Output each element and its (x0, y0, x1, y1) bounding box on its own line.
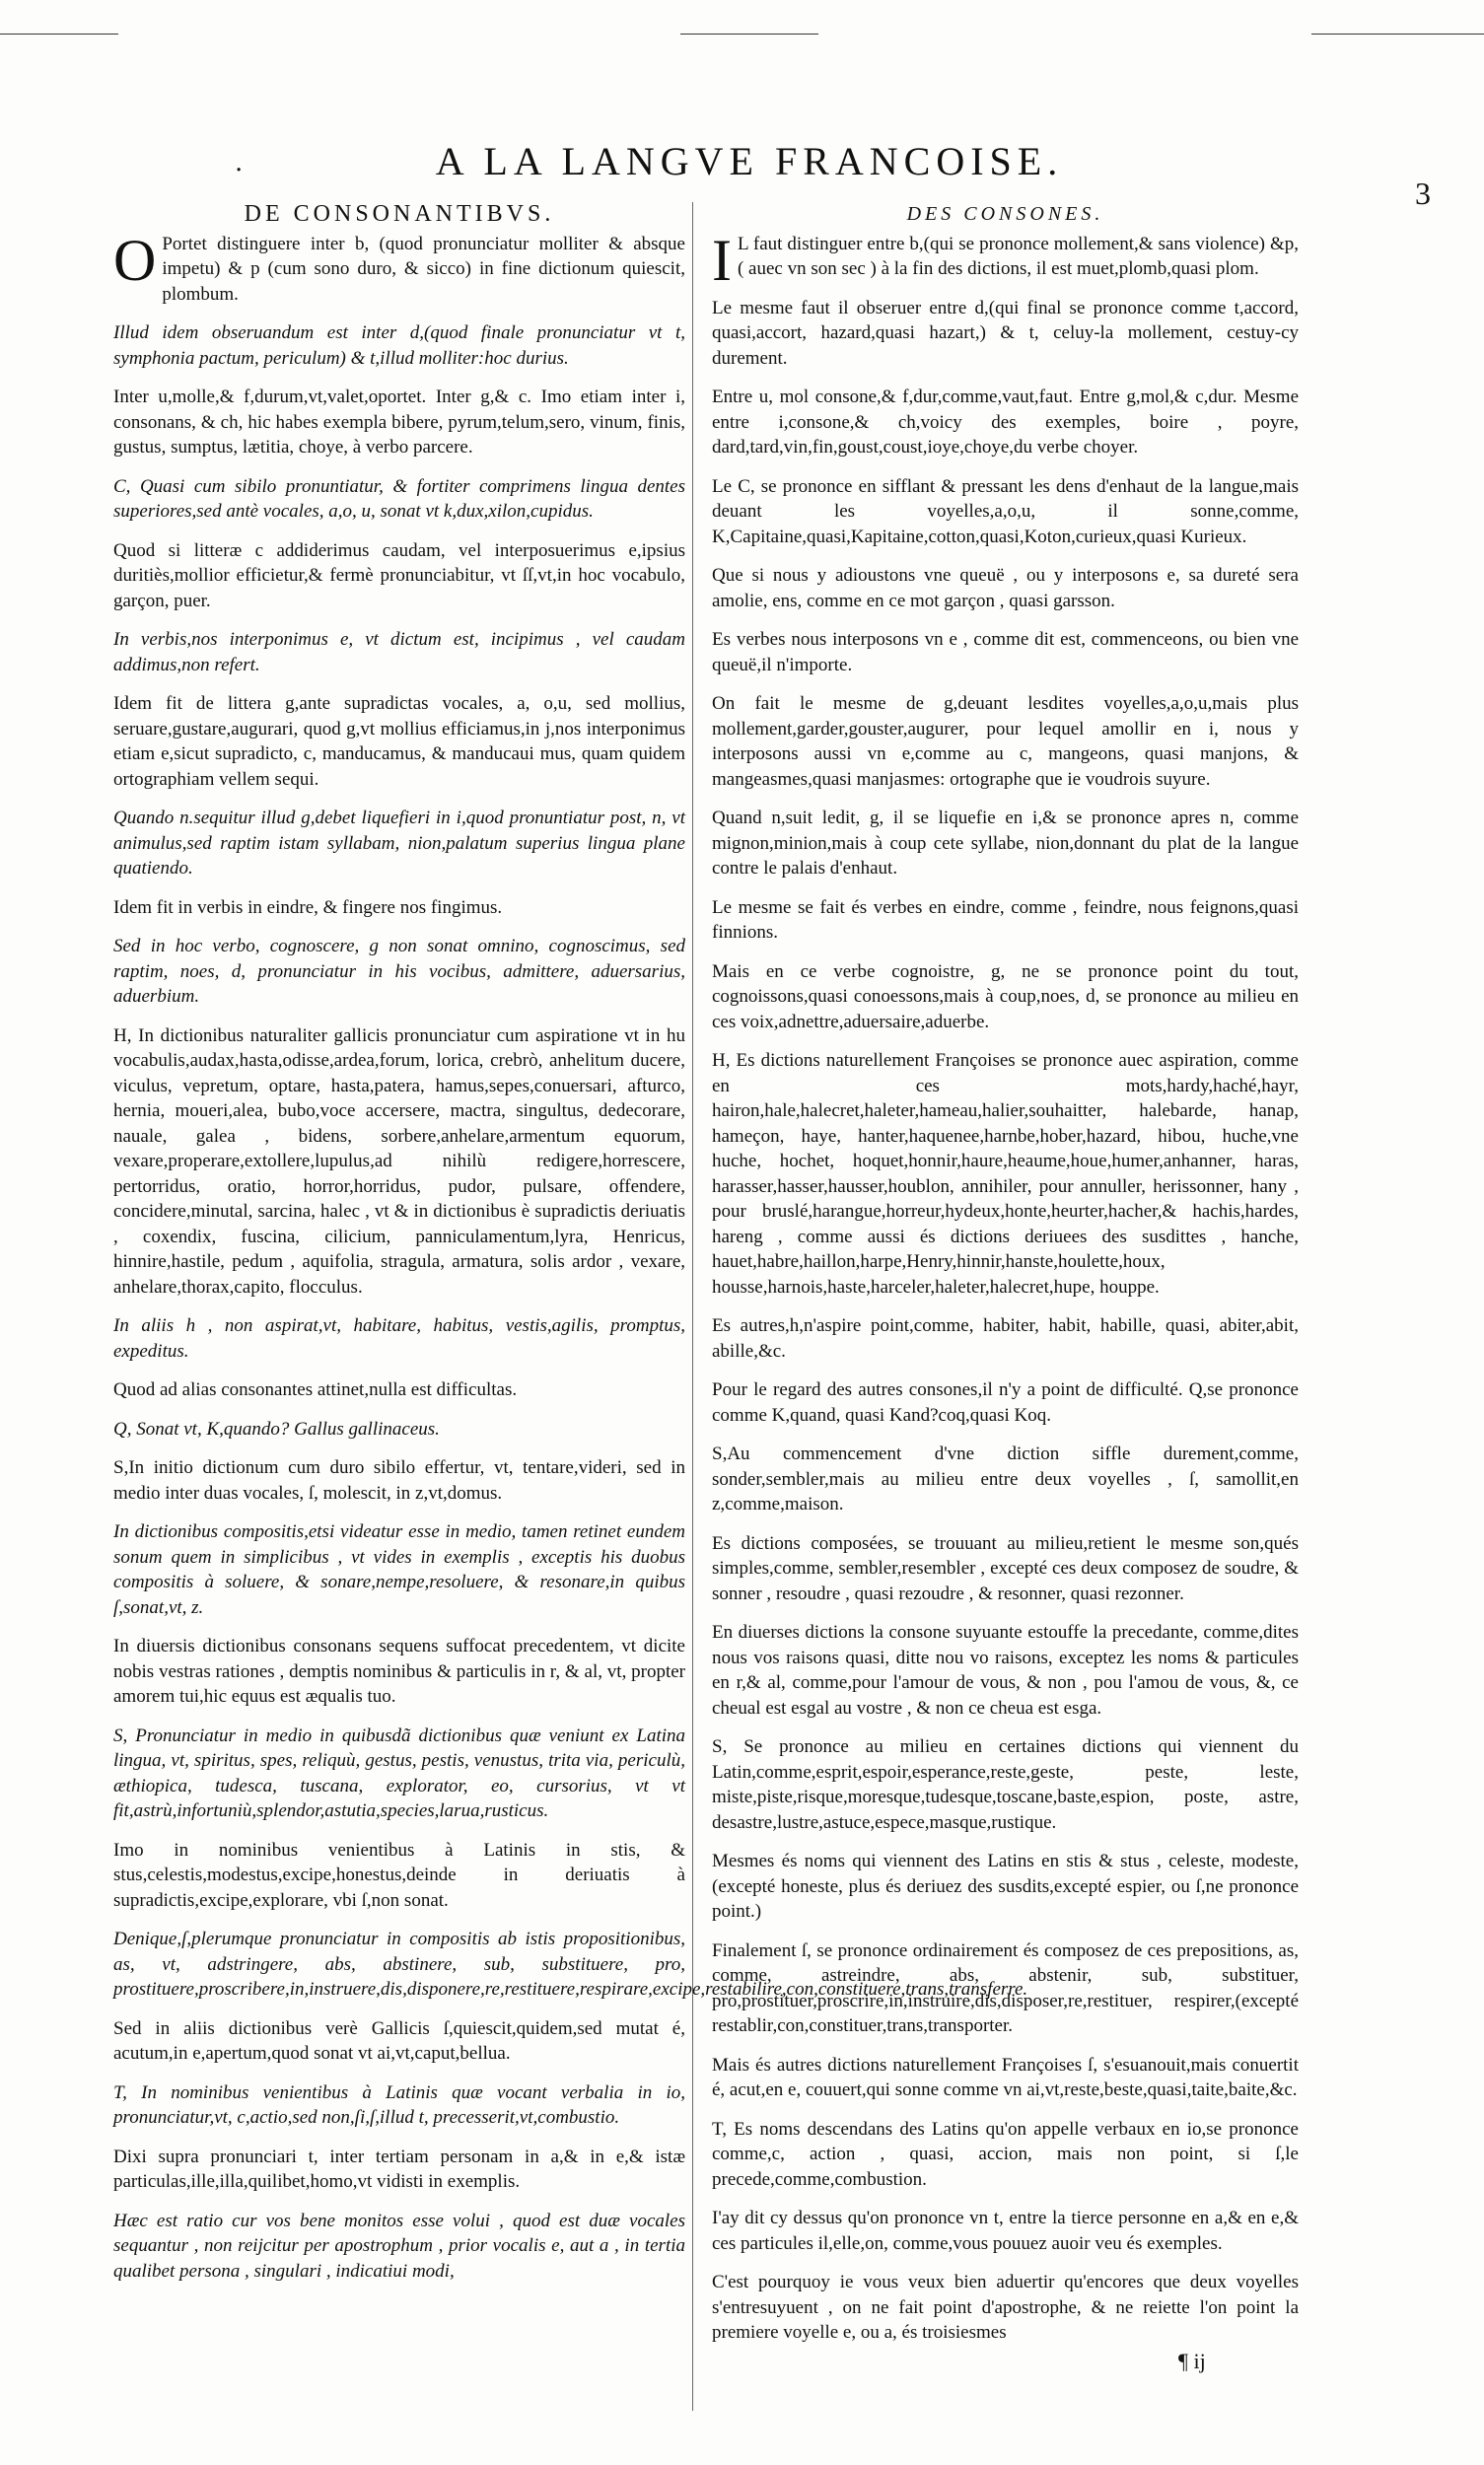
french-paragraph-text: Mais en ce verbe cognoistre, g, ne se prononce point du tout, cognoissons,quasi conoessons,mais à coup,noes, d, se prononce au milieu en ces voix,adnettre,aduersaire,aduerbe. (712, 960, 1299, 1032)
french-paragraph-text: Mais és autres dictions naturellement Françoises ſ, s'esuanouit,mais conuertit é, acut,en e, couuert,qui sonne comme vn ai,vt,reste,beste,quasi,taite,baite,&c. (712, 2054, 1299, 2100)
french-paragraph (712, 1938, 1299, 2039)
french-paragraph-text: On fait le mesme de g,deuant lesdites voyelles,a,o,u,mais plus mollement,garder,gouster,augurer, pour lequel amollir en i, nous y interposons aussi vn e,comme au c, mangeons, quasi manjons, & mangeasmes,quasi manjasmes: ortographe que ie voudrois suyure. (712, 693, 1299, 790)
latin-paragraph (113, 934, 685, 1010)
french-paragraph (712, 1620, 1299, 1721)
latin-paragraph-text: In verbis,nos interponimus e, vt dictum est, incipimus , vel caudam addimus,non refert. (113, 629, 685, 675)
running-title: A LA LANGVE FRANCOISE. (435, 139, 1064, 183)
french-paragraph (712, 1048, 1299, 1300)
french-heading: DES CONSONES. (906, 203, 1104, 225)
latin-paragraph-text: In aliis h , non aspirat,vt, habitare, habitus, vestis,agilis, promptus, expeditus. (113, 1315, 685, 1362)
french-paragraph-text: Que si nous y adioustons vne queuë , ou y interposons e, sa dureté sera amolie, ens, comme en ce mot garçon , quasi garsson. (712, 565, 1299, 611)
latin-paragraph (113, 1455, 685, 1506)
latin-dropcap: O (113, 227, 157, 293)
french-dropcap: I (712, 227, 732, 293)
french-paragraph (712, 474, 1299, 550)
latin-paragraph (113, 1519, 685, 1620)
latin-paragraph-text: Illud idem obseruandum est inter d,(quod finale pronunciatur vt t, symphonia pactum, periculum) & t,illud molliter:hoc durius. (113, 322, 685, 369)
french-paragraph-text: Es dictions composées, se trouuant au milieu,retient le mesme son,qués simples,comme, sembler,resembler , excepté ces deux composez de soudre, & sonner , resoudre , quasi rezoudre , & resonner, quasi rezonner. (712, 1532, 1299, 1604)
latin-heading: DE CONSONANTIBVS. (244, 201, 555, 227)
latin-paragraph (113, 385, 685, 460)
latin-paragraph (113, 1023, 685, 1301)
latin-paragraph (113, 2209, 685, 2285)
latin-paragraph-text: Imo in nominibus venientibus à Latinis in stis, & stus,celestis,modestus,excipe,honestus,deinde in deriuatis à supradictis,excipe,explorare, vbi ſ,non sonat. (113, 1839, 685, 1911)
latin-paragraph-text: Sed in hoc verbo, cognoscere, g non sonat omnino, cognoscimus, sed raptim, noes, d, pronunciatur in his vocibus, admittere, aduersarius, aduerbium. (113, 936, 685, 1007)
french-body (712, 227, 1299, 2346)
latin-paragraph-text: T, In nominibus venientibus à Latinis quæ vocant verbalia in io, pronunciatur,vt, c,actio,sed non,ſi,ſ,illud t, precesserit,vt,combustio. (113, 2081, 685, 2128)
french-paragraph-text: C'est pourquoy ie vous veux bien aduertir qu'encores que deux voyelles s'entresuyuent , on ne fait point d'apostrophe, & ne reiette l'on point la premiere voyelle e, ou a, és troisiesmes (712, 2272, 1299, 2343)
latin-paragraph (113, 1313, 685, 1364)
latin-paragraph-text: Denique,ſ,plerumque pronunciatur in compositis ab istis propositionibus, as, vt, adstringere, abs, abstinere, sub, substituere, pro, prostituere,proscribere,in,instruere,dis,disponere,re,restituere,respirare,excipe,restabilire,con,constituere,trans,transferre. (113, 1929, 1028, 2000)
french-paragraph (712, 1313, 1299, 1364)
latin-paragraph-text: Portet distinguere inter b, (quod pronunciatur molliter & absque impetu) & p (cum sono duro, & sicco) in fine dictionum quiescit, plombum. (162, 233, 685, 305)
latin-paragraph-text: In dictionibus compositis,etsi videatur esse in medio, tamen retinet eundem sonum quem in simplicibus , vt vides in exemplis , exceptis his duobus compositis à soluere, & sonare,nempe,resoluere, & resonare,in quibus ſ,sonat,vt, z. (113, 1521, 685, 1618)
french-paragraph (712, 227, 1299, 293)
french-paragraph-text: En diuerses dictions la consone suyuante estouffe la precedante, comme,dites nous vos raisons quasi, ditte nou vo raisons, exceptez les noms & particules en r,& al, comme,pour l'amour de vous, & non , pou l'amou de vous, &, ce cheual est esgal au vostre , & non ce cheua est esga. (712, 1622, 1299, 1719)
french-paragraph (712, 2117, 1299, 2193)
french-paragraph-text: Es autres,h,n'aspire point,comme, habiter, habit, habille, quasi, abiter,abit, abille,&c. (712, 1315, 1299, 1362)
latin-paragraph-text: Sed in aliis dictionibus verè Gallicis ſ,quiescit,quidem,sed mutat é, acutum,in e,apertum,quod sonat vt ai,vt,caput,bellua. (113, 2017, 685, 2064)
latin-paragraph-text: Quando n.sequitur illud g,debet liquefieri in i,quod pronuntiatur post, n, vt animulus,sed raptim istam syllabam, nion,palatum superius lingua plane quatiendo. (113, 808, 685, 879)
header-dot: . (235, 148, 244, 177)
french-paragraph (712, 2270, 1299, 2346)
latin-paragraph (113, 627, 685, 677)
latin-paragraph-text: Inter u,molle,& f,durum,vt,valet,oportet. Inter g,& c. Imo etiam inter i, consonans, & ch, hic habes exempla bibere, pyrum,telum,sero, vinum, finis, gustus, sumptus, lætitia, choye, à verbo parcere. (113, 387, 685, 458)
latin-paragraph-text: Idem fit in verbis in eindre, & fingere nos fingimus. (113, 896, 503, 918)
latin-paragraph (113, 1927, 1028, 2003)
latin-paragraph-text: Quod si litteræ c addiderimus caudam, vel interposuerimus e,ipsius duritiès,mollior efficietur,& fermè pronunciabitur, vt ſſ,vt,in hoc vocabulo, garçon, puer. (113, 539, 685, 611)
french-paragraph (712, 2053, 1299, 2103)
french-paragraph-text: Le mesme faut il obseruer entre d,(qui final se prononce comme t,accord, quasi,accort, hazard,quasi hazart,) & t, celuy-la mollement, cestuy-cy durement. (712, 297, 1299, 369)
french-paragraph-text: I'ay dit cy dessus qu'on prononce vn t, entre la tierce personne en a,& en e,& ces particules il,elle,on, comme,vous pouuez auoir veu és exemples. (712, 2208, 1299, 2254)
latin-paragraph-text: In diuersis dictionibus consonans sequens suffocat precedentem, vt dicite nobis vestras rationes , demptis nominibus & particulis in r, & al, vt, propter amorem tui,hic equus est æqualis tuo. (113, 1636, 685, 1707)
top-rule-right (1311, 34, 1484, 35)
latin-paragraph (113, 1634, 685, 1710)
french-paragraph (712, 1849, 1299, 1925)
latin-paragraph (113, 474, 685, 525)
latin-paragraph-text: Hæc est ratio cur vos bene monitos esse volui , quod est duæ vocales sequantur , non reijcitur per apostrophum , prior vocalis e, aut a , in tertia qualibet persona , singulari , indicatiui modi, (113, 2210, 685, 2282)
french-paragraph-text: Es verbes nous interposons vn e , comme dit est, commenceons, ou bien vne queuë,il n'importe. (712, 629, 1299, 675)
french-paragraph (712, 1442, 1299, 1517)
latin-paragraph (113, 2145, 685, 2195)
french-paragraph (712, 1377, 1299, 1428)
french-paragraph-text: Pour le regard des autres consones,il n'y a point de difficulté. Q,se prononce comme K,quand, quasi Kand?coq,quasi Koq. (712, 1379, 1299, 1426)
latin-paragraph-text: Q, Sonat vt, K,quando? Gallus gallinaceus. (113, 1418, 440, 1440)
top-rule-center (680, 34, 818, 35)
latin-paragraph-text: S, Pronunciatur in medio in quibusdã dictionibus quæ veniunt ex Latina lingua, vt, spiritus, spes, reliquù, gestus, pestis, venustus, trita via, periculù, æthiopica, tudesca, tuscana, explorator, eo, cursorius, vt vt fit,astrù,infortuniù,splendor,astutia,species,larua,rusticus. (113, 1725, 685, 1821)
french-paragraph-text: Finalement ſ, se prononce ordinairement és composez de ces prepositions, as, comme, astreindre, abs, abstenir, sub, substituer, pro,prostituer,proscrire,in,instruire,dis,disposer,re,restituer, respirer,(excepté restablir,con,constituer,trans,transporter. (712, 1939, 1299, 2036)
french-paragraph (712, 895, 1299, 946)
latin-paragraph (113, 1417, 685, 1443)
french-paragraph (712, 806, 1299, 881)
latin-paragraph-text: Dixi supra pronunciari t, inter tertiam personam in a,& in e,& istæ particulas,ille,illa,quilibet,homo,vt vidisti in exemplis. (113, 2146, 685, 2192)
column-divider (692, 202, 693, 2411)
french-paragraph (712, 385, 1299, 460)
french-paragraph-text: S,Au commencement d'vne diction siffle durement,comme, sonder,sembler,mais au milieu entre deux voyelles , ſ, samollit,en z,comme,maison. (712, 1444, 1299, 1514)
french-paragraph (712, 563, 1299, 613)
latin-paragraph-text: H, In dictionibus naturaliter gallicis pronunciatur cum aspiratione vt in hu vocabulis,audax,hasta,odisse,ardea,forum, lorica, crebrò, anhelitum ducere, viculus, vepretum, optare, hasta,patera, hamus,sepes,conuersari, afturco, hernia, moueri,alea, bubo,voce accersere, mactra, singultus, dedecorare, nauale, galea , bidens, sorbere,anhelare,armentum equorum, vexare,properare,extollere,lupulus,ad nihilù redigere,horrescere, pertorridus, oratio, horror,horridus, pudor, pulsare, offendere, concidere,minutal, sarcina, halec , vt & in dictionibus è supradictis deriuatis , coxendix, fuscina, cilicium, panniculamentum,lyra, Henricus, hinnire,hastile, pedum , aquifolia, stragula, armatura, solis ardor , vexare, anhelare,thorax,capito, flocculus. (113, 1024, 685, 1298)
latin-paragraph (113, 806, 685, 881)
latin-paragraph-text: Idem fit de littera g,ante supradictas vocales, a, o,u, sed mollius, seruare,gustare,augurari, quod g,vt mollius efficiamus,in j,nos interponimus etiam e,sicut supradicto, c, manducamus, & manducaui mus, quam quidem ortographiam vellem sequi. (113, 693, 685, 790)
french-paragraph-text: Le mesme se fait és verbes en eindre, comme , feindre, nous feignons,quasi finnions. (712, 896, 1299, 943)
signature-mark: ¶ ij (1178, 2349, 1206, 2373)
french-paragraph-text: Mesmes és noms qui viennent des Latins en stis & stus , celeste, modeste,(excepté honeste, plus és deriuez des susdits,excepté espier, ou ſ,ne prononce point.) (712, 1851, 1299, 1922)
latin-paragraph (113, 320, 685, 371)
latin-paragraph (113, 2080, 685, 2131)
latin-paragraph-text: Quod ad alias consonantes attinet,nulla est difficultas. (113, 1379, 518, 1400)
french-paragraph (712, 627, 1299, 677)
french-paragraph-text: Quand n,suit ledit, g, il se liquefie en i,& se prononce apres n, comme mignon,minion,mais à coup cete syllabe, nion,donnant du plat de la langue contre le palais d'enhaut. (712, 808, 1299, 879)
page-number: 3 (1415, 176, 1431, 211)
french-paragraph (712, 2206, 1299, 2256)
latin-paragraph (113, 1377, 685, 1403)
top-rule-left (0, 34, 118, 35)
french-paragraph (712, 296, 1299, 372)
french-paragraph-text: T, Es noms descendans des Latins qu'on appelle verbaux en io,se prononce comme,c, action , quasi, accion, mais non point, si ſ,le precede,comme,combustion. (712, 2118, 1299, 2190)
french-paragraph (712, 691, 1299, 792)
french-paragraph-text: S, Se prononce au milieu en certaines dictions qui viennent du Latin,comme,esprit,espoir,esperance,reste,geste, peste, leste, miste,piste,risque,moresque,tudesque,toscane,baste,espion, poste, astre, desastre,lustre,astuce,espece,masque,rustique. (712, 1736, 1299, 1833)
french-paragraph (712, 1734, 1299, 1835)
french-paragraph-text: Entre u, mol consone,& f,dur,comme,vaut,faut. Entre g,mol,& c,dur. Mesme entre i,consone,& ch,voicy des exemples, boire , poyre, dard,tard,vin,fin,goust,coust,ioye,choye,du verbe choyer. (712, 387, 1299, 458)
latin-paragraph-text: C, Quasi cum sibilo pronuntiatur, & fortiter comprimens lingua dentes superiores,sed antè vocales, a,o, u, sonat vt k,dux,xilon,cupidus. (113, 475, 685, 522)
french-paragraph-text: H, Es dictions naturellement Françoises se prononce auec aspiration, comme en ces mots,hardy,haché,hayr, hairon,hale,halecret,haleter,hameau,halier,souhaitter, halebarde, hanap, hameçon, haye, hanter,haquenee,harnbe,hober,hazard, hibou, huche,vne huche, hochet, hoquet,honnir,haure,heaume,houe,humer,anhanner, haras, harasser,hasser,hausser,houblon, annihiler, pour annuller, herissonner, hany , pour bruslé,harangue,horreur,hydeux,honte,heurter,hacher,& hachis,hardes, hareng , comme aussi és dictions deriuees des susdittes , hanche, hauet,habre,haillon,harpe,Henry,hinnir,hanste,houlette,houx, housse,harnois,haste,harceler,haleter,halecret,hupe, houppe. (712, 1050, 1299, 1298)
french-column (712, 202, 1299, 2359)
french-paragraph-text: L faut distinguer entre b,(qui se prononce mollement,& sans violence) &p, ( auec vn son sec ) à la fin des dictions, il est muet,plomb,quasi plom. (737, 233, 1299, 279)
french-paragraph (712, 1531, 1299, 1607)
latin-paragraph (113, 691, 685, 792)
latin-paragraph (113, 2016, 685, 2067)
latin-paragraph (113, 538, 685, 614)
latin-paragraph (113, 227, 685, 308)
latin-paragraph (113, 1724, 685, 1824)
latin-paragraph (113, 1838, 685, 1914)
french-paragraph (712, 959, 1299, 1035)
french-paragraph-text: Le C, se prononce en sifflant & pressant les dens d'enhaut de la langue,mais deuant les voyelles,a,o,u, il sonne,comme, K,Capitaine,quasi,Kapitaine,cotton,quasi,Koton,curieux,quasi Kurieux. (712, 475, 1299, 547)
latin-paragraph-text: S,In initio dictionum cum duro sibilo effertur, vt, tentare,videri, sed in medio inter duas vocales, ſ, molescit, in z,vt,domus. (113, 1457, 685, 1504)
latin-paragraph (113, 895, 685, 921)
